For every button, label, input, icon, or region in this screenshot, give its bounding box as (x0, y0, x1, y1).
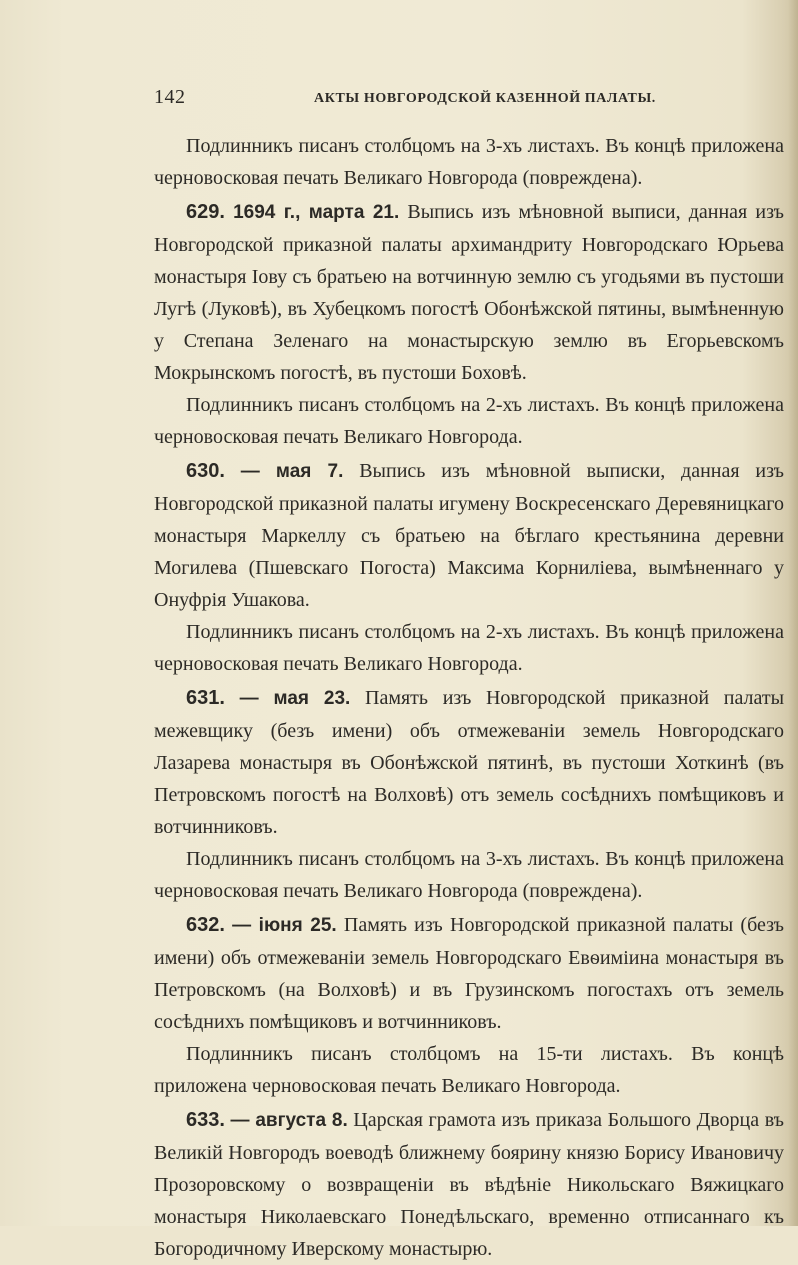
note-paragraph (154, 389, 784, 453)
note-paragraph (154, 843, 784, 907)
entry-text: Выпись изъ мѣновной выписи, данная изъ Новгородской приказной палаты архимандриту Новгородскаго Юрьева монастыря Іову съ братьею на вотчинную землю съ угодьями въ пустоши Лугѣ (Луковѣ), въ Хубецкомъ погостѣ Обонѣжской пятины, вымѣненную у Степана Зеленаго на монастырскую землю въ Егорьевскомъ Мокрынскомъ погостѣ, въ пустоши Боховѣ. (154, 201, 785, 384)
entry-631 (154, 682, 784, 843)
page-number: 142 (154, 86, 186, 108)
running-title: АКТЫ НОВГОРОДСКОЙ КАЗЕННОЙ ПАЛАТЫ. (314, 91, 656, 106)
entry-number: 632. (186, 914, 225, 936)
entry-633 (154, 1104, 784, 1265)
entry-date: — мая 23. (239, 688, 351, 709)
note-paragraph (154, 130, 784, 194)
body-text (154, 130, 784, 1265)
note-text: Подлинникъ писанъ столбцомъ на 2-хъ листахъ. Въ концѣ приложена черновосковая печать Великаго Новгорода. (154, 621, 784, 675)
entry-number: 633. (186, 1109, 225, 1131)
entry-text: Выпись изъ мѣновной выписки, данная изъ Новгородской приказной палаты игумену Воскресенскаго Деревяницкаго монастыря Маркеллу съ братьею на бѣглаго крестьянина деревни Могилева (Пшевскаго Погоста) Максима Корниліева, вымѣненнаго у Онуфрія Ушакова. (154, 460, 785, 611)
note-paragraph (154, 616, 784, 680)
entry-number: 629. (186, 201, 225, 223)
entry-632 (154, 909, 784, 1038)
entry-date: — августа 8. (230, 1110, 348, 1131)
entry-629 (154, 196, 784, 389)
note-text: Подлинникъ писанъ столбцомъ на 3-хъ листахъ. Въ концѣ приложена черновосковая печать Великаго Новгорода (повреждена). (154, 848, 784, 902)
page-header (154, 86, 784, 126)
entry-text: Память изъ Новгородской приказной палаты межевщику (безъ имени) объ отмежеваніи земель Новгородскаго Лазарева монастыря въ Обонѣжской пятинѣ, въ пустоши Хоткинѣ (въ Петровскомъ погостѣ на Волховѣ) отъ земель сосѣднихъ помѣщиковъ и вотчинниковъ. (154, 687, 785, 838)
page-edge-shadow (788, 0, 798, 1226)
entry-text: Царская грамота изъ приказа Большого Дворца въ Великій Новгородъ воеводѣ ближнему боярину князю Борису Ивановичу Прозоровскому о возвращеніи въ вѣдѣніе Никольскаго Вяжицкаго монастыря Николаевскаго Понедѣльскаго, временно отписаннаго къ Богородичному Иверскому монастырю. (154, 1109, 784, 1260)
entry-date: 1694 г., марта 21. (233, 202, 400, 223)
note-text: Подлинникъ писанъ столбцомъ на 2-хъ листахъ. Въ концѣ приложена черновосковая печать Великаго Новгорода. (154, 394, 784, 448)
entry-630 (154, 455, 784, 616)
entry-number: 630. (186, 460, 225, 482)
note-text: Подлинникъ писанъ столбцомъ на 3-хъ листахъ. Въ концѣ приложена черновосковая печать Великаго Новгорода (повреждена). (154, 135, 784, 189)
entry-number: 631. (186, 687, 225, 709)
entry-date: — іюня 25. (232, 915, 337, 936)
entry-date: — мая 7. (240, 461, 344, 482)
entry-text: Память изъ Новгородской приказной палаты (безъ имени) объ отмежеваніи земель Новгородскаго Евѳиміина монастыря въ Петровскомъ (на Волховѣ) и въ Грузинскомъ погостахъ отъ земель сосѣднихъ помѣщиковъ и вотчинниковъ. (154, 914, 785, 1033)
note-paragraph (154, 1038, 784, 1102)
note-text: Подлинникъ писанъ столбцомъ на 15-ти листахъ. Въ концѣ приложена черновосковая печать Великаго Новгорода. (154, 1043, 784, 1097)
